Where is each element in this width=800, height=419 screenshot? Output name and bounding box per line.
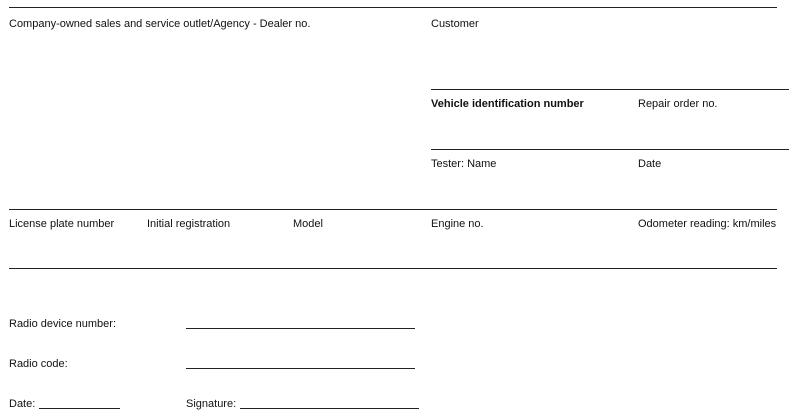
tester-name-label: Tester: Name (431, 158, 497, 170)
repair-order-label: Repair order no. (638, 98, 718, 110)
radio-date-field[interactable] (39, 408, 120, 409)
radio-code-field[interactable] (186, 368, 415, 369)
radio-device-number-field[interactable] (186, 328, 415, 329)
dealer-label: Company-owned sales and service outlet/Agency - Dealer no. (9, 18, 311, 30)
model-label: Model (293, 218, 323, 230)
details-top-rule (9, 209, 777, 210)
customer-field-line[interactable] (431, 89, 789, 90)
vin-field-line[interactable] (431, 149, 789, 150)
initial-registration-label: Initial registration (147, 218, 231, 230)
radio-date-label: Date: (9, 398, 36, 410)
customer-label: Customer (431, 18, 479, 30)
details-bottom-rule[interactable] (9, 268, 777, 269)
top-rule (9, 7, 777, 8)
vin-label: Vehicle identification number (431, 98, 584, 110)
odometer-label: Odometer reading: km/miles (638, 218, 777, 230)
signature-label: Signature: (186, 398, 237, 410)
signature-field[interactable] (240, 408, 419, 409)
engine-number-label: Engine no. (431, 218, 484, 230)
radio-device-number-label: Radio device number: (9, 318, 117, 330)
radio-code-label: Radio code: (9, 358, 68, 370)
tester-date-label: Date (638, 158, 662, 170)
license-plate-label: License plate number (9, 218, 115, 230)
